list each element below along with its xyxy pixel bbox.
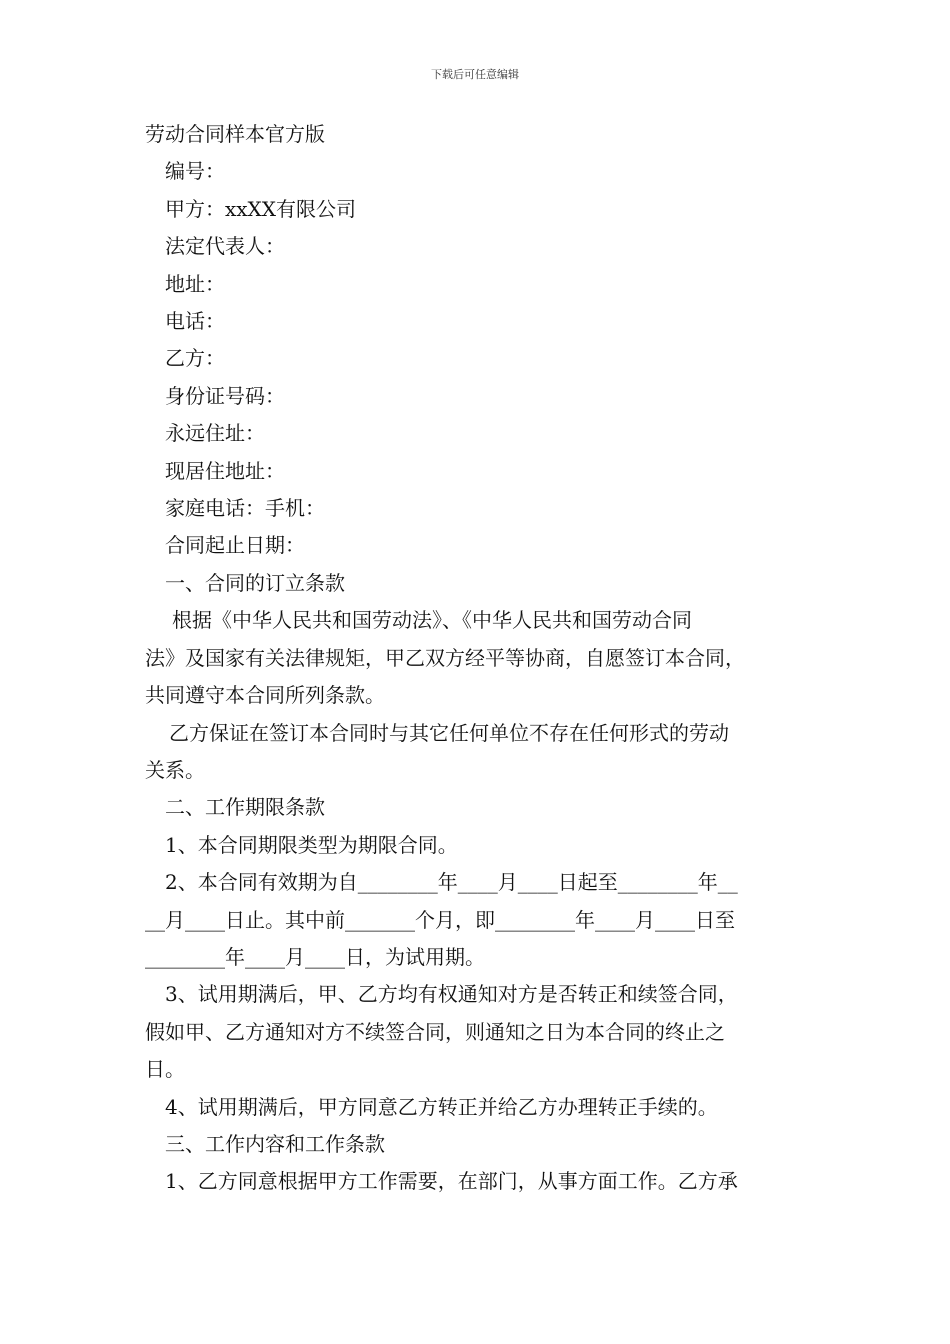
page-header-note: 下载后可任意编辑 <box>431 68 519 81</box>
paragraph-line: 法》及国家有关法律规矩，甲乙双方经平等协商，自愿签订本合同， <box>145 645 745 670</box>
paragraph-line: 关系。 <box>145 757 205 782</box>
field-legal-representative: 法定代表人： <box>165 234 285 259</box>
section-heading-2: 二、工作期限条款 <box>165 795 325 820</box>
paragraph-line: 共同遵守本合同所列条款。 <box>145 683 385 708</box>
section-heading-1: 一、合同的订立条款 <box>165 570 345 595</box>
clause-line: 日。 <box>145 1057 185 1082</box>
clause-line: 2、本合同有效期为自________年____月____日起至________年__ <box>165 870 738 895</box>
clause-line: 1、本合同期限类型为期限合同。 <box>165 832 458 857</box>
field-number: 编号： <box>165 159 225 184</box>
field-current-address: 现居住地址： <box>165 458 285 483</box>
clause-line: 4、试用期满后，甲方同意乙方转正并给乙方办理转正手续的。 <box>165 1094 718 1119</box>
field-address: 地址： <box>165 271 225 296</box>
document-title: 劳动合同样本官方版 <box>145 122 325 146</box>
clause-line: 3、试用期满后，甲、乙方均有权通知对方是否转正和续签合同， <box>165 982 738 1007</box>
field-home-phone-mobile: 家庭电话：手机： <box>165 496 325 521</box>
clause-line: __月____日止。其中前_______个月，即________年____月____日至 <box>145 907 735 932</box>
clause-line: 1、乙方同意根据甲方工作需要，在部门，从事方面工作。乙方承 <box>165 1169 738 1194</box>
field-party-a: 甲方：xxXX有限公司 <box>165 196 357 221</box>
field-id-number: 身份证号码： <box>165 383 285 408</box>
field-party-b: 乙方： <box>165 346 225 371</box>
field-phone: 电话： <box>165 309 225 334</box>
section-heading-3: 三、工作内容和工作条款 <box>165 1131 385 1156</box>
clause-line: ________年____月____日，为试用期。 <box>145 944 485 969</box>
field-permanent-address: 永远住址： <box>165 421 265 446</box>
field-contract-dates: 合同起止日期： <box>165 533 305 558</box>
contract-body <box>145 116 810 1201</box>
paragraph-line: 乙方保证在签订本合同时与其它任何单位不存在任何形式的劳动 <box>169 720 729 745</box>
paragraph-line: 根据《中华人民共和国劳动法》、《中华人民共和国劳动合同 <box>172 608 692 633</box>
clause-line: 假如甲、乙方通知对方不续签合同，则通知之日为本合同的终止之 <box>145 1019 725 1044</box>
